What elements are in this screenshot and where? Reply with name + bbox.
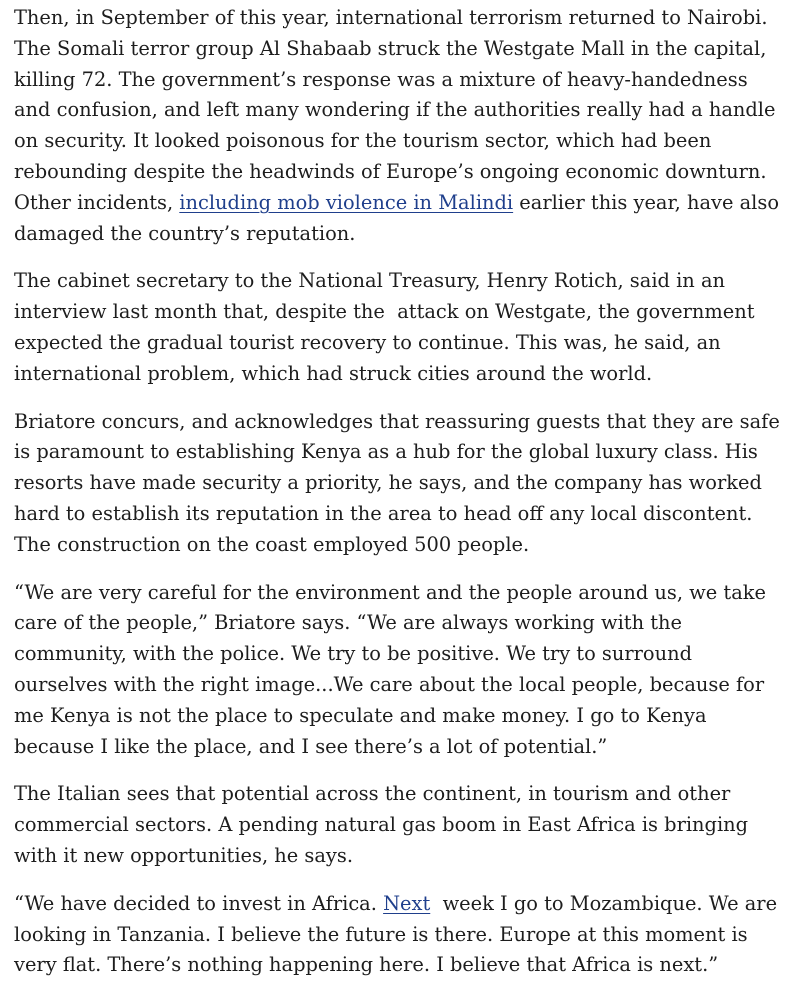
text-line: killing 72. The government’s response was a mixture of heavy-handedness bbox=[14, 67, 748, 91]
text-line: rebounding despite the headwinds of Europe’s ongoing economic downturn. bbox=[14, 159, 767, 183]
text-segment: Other incidents, bbox=[14, 190, 180, 214]
text-line: ourselves with the right image...We care about the local people, because for bbox=[14, 672, 765, 696]
text-line: international problem, which had struck cities around the world. bbox=[14, 361, 653, 385]
text-line: on security. It looked poisonous for the tourism sector, which had been bbox=[14, 129, 712, 153]
text-line: The cabinet secretary to the National Treasury, Henry Rotich, said in an bbox=[14, 269, 725, 293]
text-line: Then, in September of this year, international terrorism returned to Nairobi. bbox=[14, 6, 768, 29]
text-line: Briatore concurs, and acknowledges that reassuring guests that they are safe bbox=[14, 409, 780, 433]
text-line: “We are very careful for the environment and the people around us, we take bbox=[14, 580, 766, 604]
text-line: The Italian sees that potential across the continent, in tourism and other bbox=[14, 782, 731, 806]
text-line: care of the people,” Briatore says. “We are always working with the bbox=[14, 611, 683, 635]
paragraph-briatore-quote bbox=[14, 578, 796, 763]
text-line: expected the gradual tourist recovery to continue. This was, he said, an bbox=[14, 330, 721, 354]
text-line: hard to establish its reputation in the area to head off any local discontent. bbox=[14, 501, 753, 525]
text-line bbox=[14, 889, 796, 920]
text-line: looking in Tanzania. I believe the future is there. Europe at this moment is bbox=[14, 922, 748, 946]
next-link[interactable]: Next bbox=[383, 891, 431, 915]
text-line: interview last month that, despite the attack on Westgate, the government bbox=[14, 300, 755, 324]
text-line: and confusion, and left many wondering if the authorities really had a handle bbox=[14, 98, 776, 122]
text-segment: earlier this year, have also bbox=[513, 190, 779, 214]
text-line: because I like the place, and I see there’s a lot of potential.” bbox=[14, 734, 608, 758]
text-line: is paramount to establishing Kenya as a hub for the global luxury class. His bbox=[14, 440, 758, 464]
text-line: very flat. There’s nothing happening here. I believe that Africa is next.” bbox=[14, 953, 719, 977]
text-line: The construction on the coast employed 500 people. bbox=[14, 532, 530, 556]
text-segment: week I go to Mozambique. We are bbox=[430, 891, 778, 915]
paragraph-briatore-security bbox=[14, 407, 796, 561]
text-line: me Kenya is not the place to speculate and make money. I go to Kenya bbox=[14, 703, 707, 727]
paragraph-invest-africa-quote bbox=[14, 889, 796, 981]
text-line: with it new opportunities, he says. bbox=[14, 843, 353, 867]
text-segment: “We have decided to invest in Africa. bbox=[14, 891, 384, 915]
paragraph-westgate-attack bbox=[14, 3, 796, 249]
text-line: The Somali terror group Al Shabaab struck the Westgate Mall in the capital, bbox=[14, 36, 767, 60]
text-line bbox=[14, 188, 796, 219]
text-line: community, with the police. We try to be positive. We try to surround bbox=[14, 642, 692, 666]
article-body bbox=[14, 3, 796, 998]
text-line: commercial sectors. A pending natural gas boom in East Africa is bringing bbox=[14, 813, 749, 837]
text-line: resorts have made security a priority, he says, and the company has worked bbox=[14, 471, 762, 495]
text-line: damaged the country’s reputation. bbox=[14, 221, 356, 245]
paragraph-continent-potential bbox=[14, 779, 796, 871]
paragraph-treasury-secretary bbox=[14, 266, 796, 389]
malindi-mob-violence-link[interactable]: including mob violence in Malindi bbox=[179, 190, 514, 214]
